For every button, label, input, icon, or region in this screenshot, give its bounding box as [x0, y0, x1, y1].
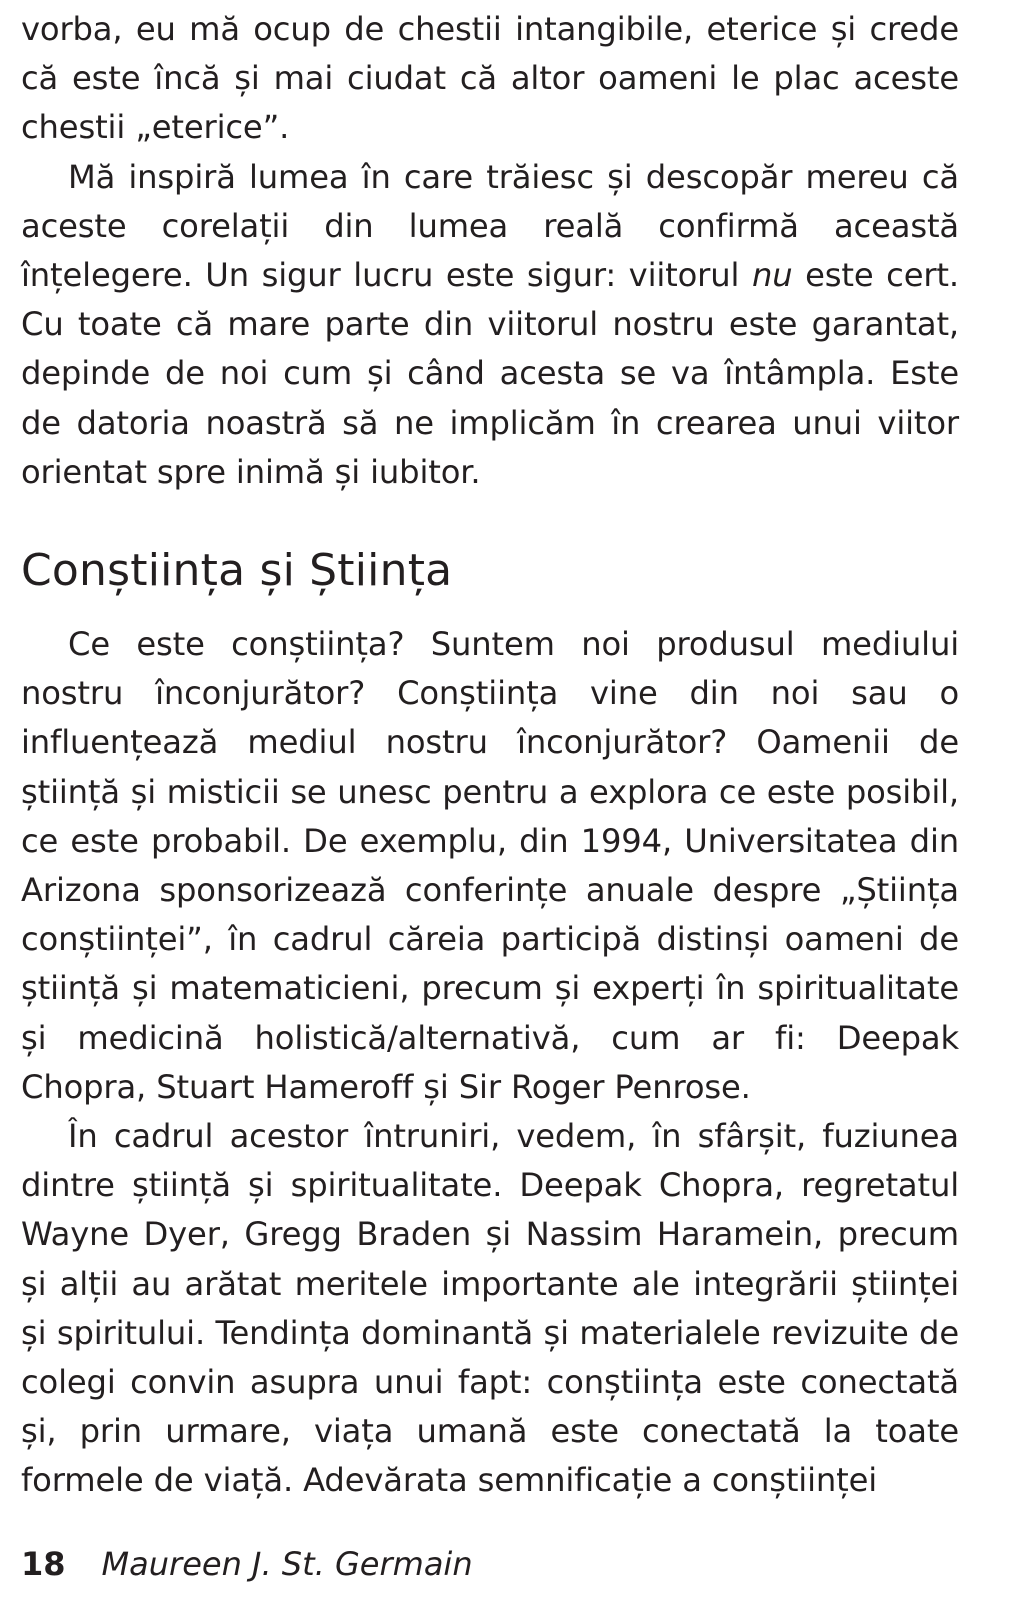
- paragraph-consciousness-question: Ce este conștiința? Suntem noi produsul mediului nostru înconjurător? Conștiința vine din noi sau o influențează mediul nostru înconjurător? Oamenii de știință și misticii se unesc pentru a explora ce este posibil, ce este probabil. De exemplu, din 1994, Universitatea din Arizona sponsorizează conferințe anuale despre „Știința conștiinței”, în cadrul căreia participă distinși oameni de știință și matematicieni, precum și experți în spiritualitate și medicină holistică/alternativă, cum ar fi: Deepak Chopra, Stuart Hameroff și Sir Roger Penrose.: [21, 625, 959, 1106]
- running-author: Maureen J. St. Germain: [101, 1545, 473, 1583]
- section-body: [21, 620, 959, 1506]
- page-number: 18: [21, 1545, 66, 1583]
- paragraph-continued: vorba, eu mă ocup de chestii intangibile, eterice și crede că este încă și mai ciudat că altor oameni le plac aceste chestii „eterice”.: [21, 10, 959, 147]
- book-page: [21, 0, 959, 1600]
- page-footer: [21, 1539, 473, 1589]
- paragraph-text-after-emphasis: este cert. Cu toate că mare parte din viitorul nostru este garantat, depinde de noi cum și când acesta se va întâmpla. Este de datoria noastră să ne implicăm în crearea unui viitor orientat spre inimă și iubitor.: [21, 256, 959, 491]
- section-heading: Conștiința și Știința: [21, 545, 453, 596]
- emphasis-word: nu: [751, 256, 793, 295]
- paragraph-science-spirituality: În cadrul acestor întruniri, vedem, în sfârșit, fuziunea dintre știință și spiritualitate. Deepak Chopra, regretatul Wayne Dyer, Gregg Braden și Nassim Haramein, precum și alții au arătat meritele importante ale integrării științei și spiritului. Tendința dominantă și materialele revizuite de colegi convin asupra unui fapt: conștiința este conectată și, prin urmare, viața umană este conectată la toate formele de viață. Adevărata semnificație a conștiinței: [21, 1117, 959, 1500]
- paragraph-text-before-emphasis: Mă inspiră lumea în care trăiesc și descopăr mereu că aceste corelații din lumea reală confirmă această înțelegere. Un sigur lucru este sigur: viitorul: [21, 157, 959, 295]
- paragraph-inspiration: [21, 153, 959, 497]
- intro-text: [21, 5, 959, 497]
